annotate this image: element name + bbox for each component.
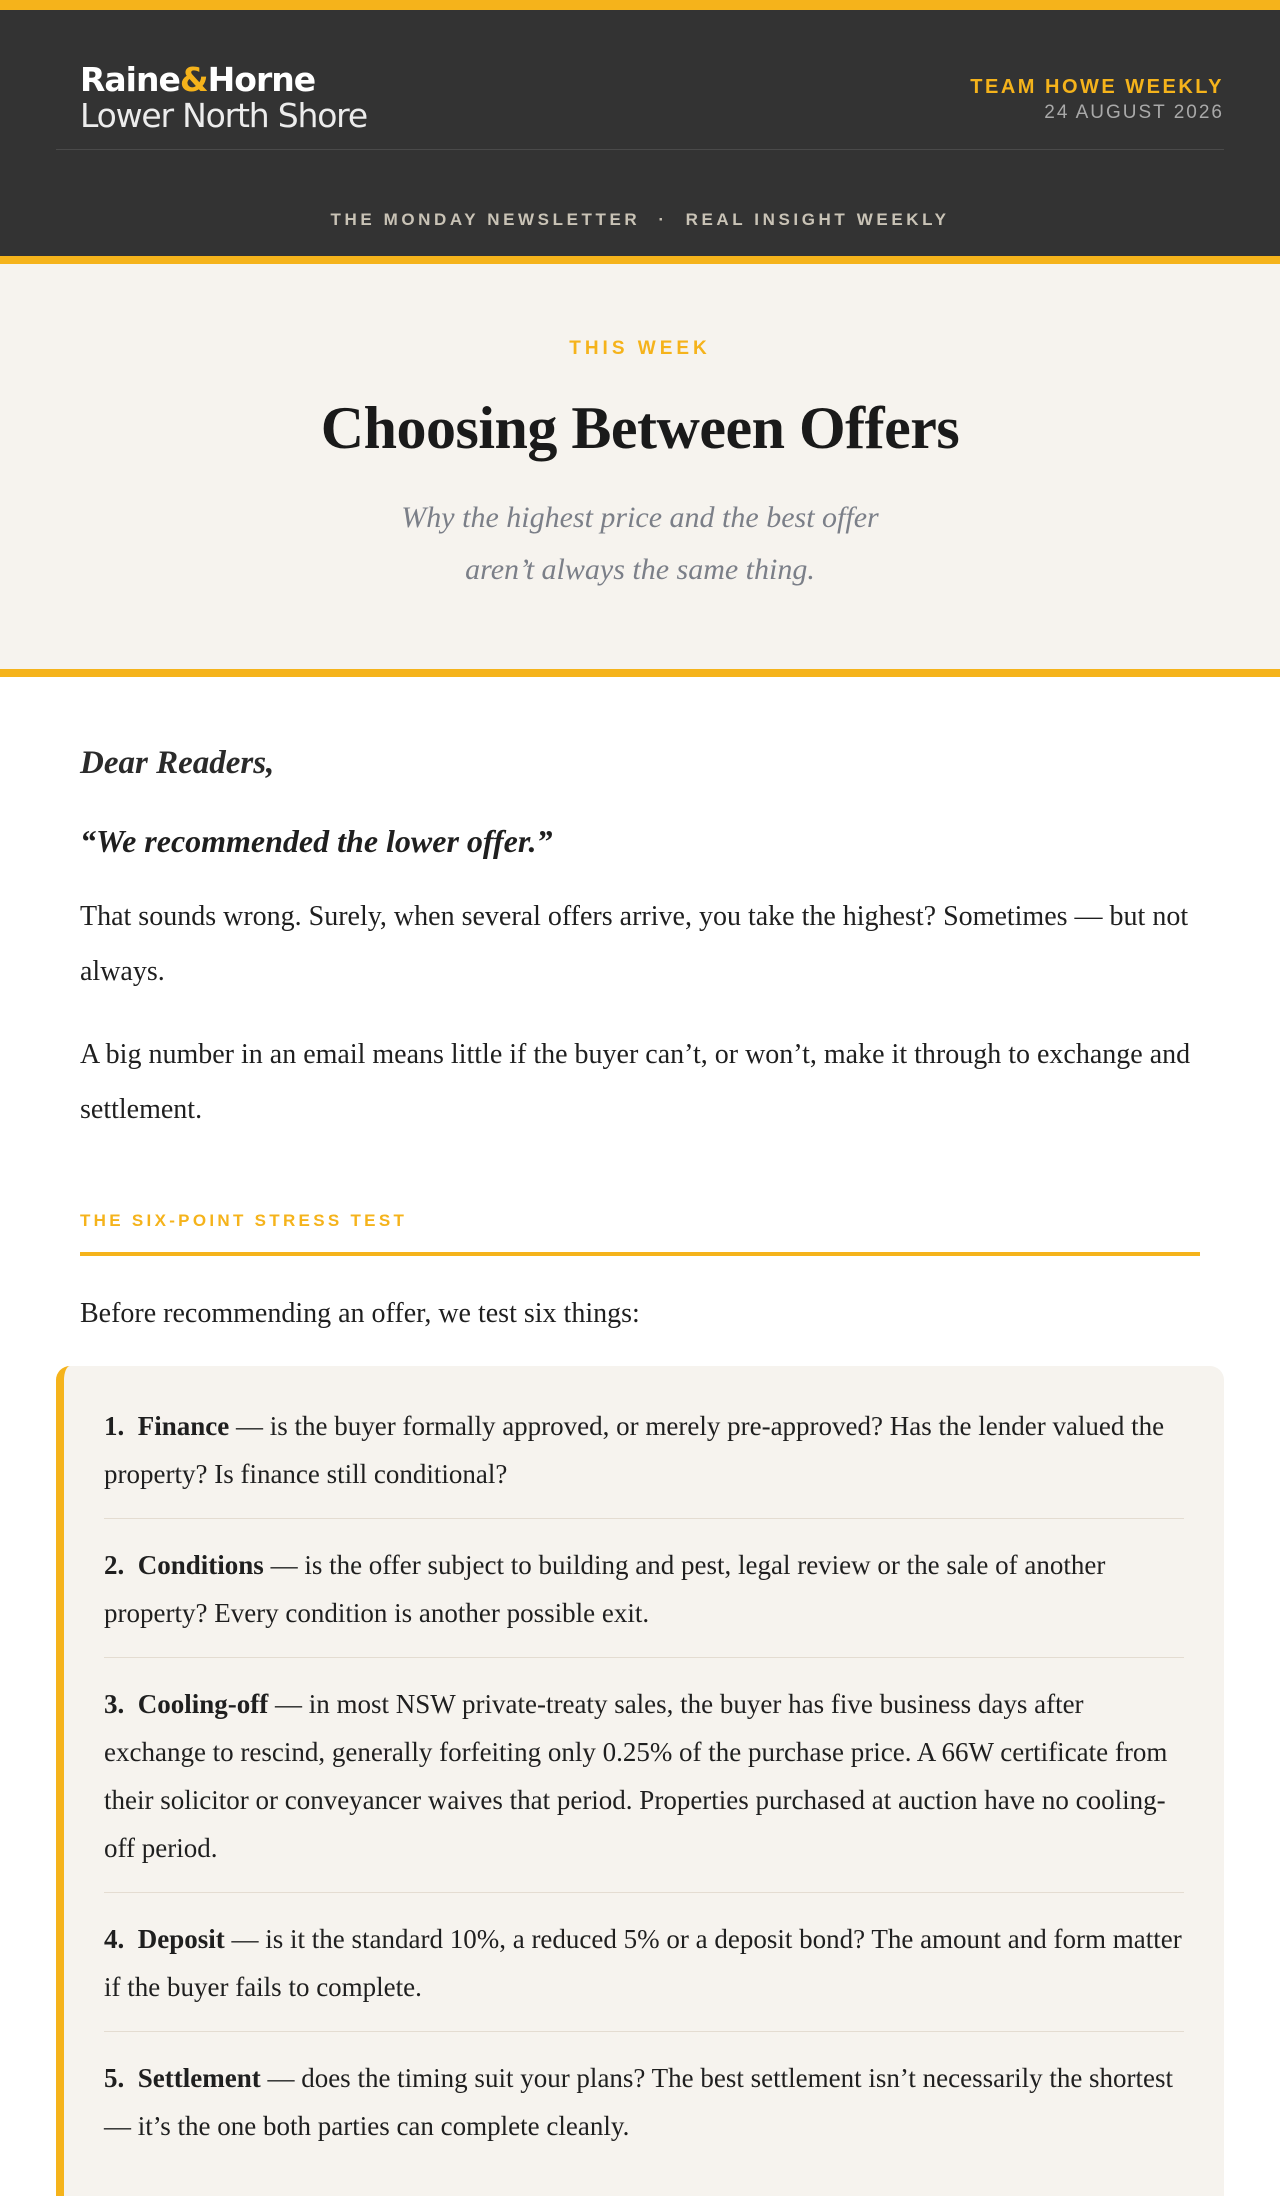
logo-ampersand: &: [179, 60, 208, 99]
item-text: — is the buyer formally approved, or merely pre-approved? Has the lender valued the property? Is finance still conditional?: [104, 1411, 1165, 1489]
tagline-separator: ·: [658, 210, 668, 229]
item-number: 5.: [104, 2063, 125, 2093]
item-text: — is the offer subject to building and pest, legal review or the sale of another property? Every condition is another possible exit.: [104, 1550, 1106, 1628]
item-number: 3.: [104, 1689, 125, 1719]
item-term: Cooling-off: [137, 1689, 269, 1719]
header-brand-row: [56, 10, 1224, 150]
newsletter-tagline: [0, 210, 1280, 230]
section-intro: Before recommending an offer, we test six things:: [80, 1298, 640, 1329]
top-accent-stripe: [0, 0, 1280, 10]
logo-part2: Horne: [207, 60, 316, 99]
page-title: Choosing Between Offers: [320, 395, 960, 461]
hero-subtitle: [0, 492, 1280, 596]
issue-date: 24 AUGUST 2026: [1044, 102, 1224, 123]
pull-quote: “We recommended the lower offer.”: [80, 823, 553, 859]
article-body: [0, 743, 1280, 1334]
newsletter-header: [0, 10, 1280, 256]
item-text: — does the timing suit your plans? The best settlement isn’t necessarily the shortest — it’s the one both parties can complete cleanly.: [104, 2063, 1174, 2141]
list-item: [104, 1680, 1184, 1893]
item-number: 1.: [104, 1411, 125, 1441]
hero-divider-bar: [0, 669, 1280, 677]
item-term: Settlement: [137, 2063, 261, 2093]
team-name: TEAM HOWE WEEKLY: [970, 76, 1224, 98]
team-info: [970, 74, 1224, 126]
logo-wordmark: [80, 62, 367, 98]
tagline-left: THE MONDAY NEWSLETTER: [330, 210, 641, 229]
stress-test-list: [56, 1366, 1224, 2196]
tagline-right: REAL INSIGHT WEEKLY: [685, 210, 950, 229]
hero-kicker: THIS WEEK: [569, 338, 711, 359]
body-paragraph-2: A big number in an email means little if the buyer can’t, or won’t, make it through to exchange and settlement.: [80, 1039, 1191, 1125]
list-item: [104, 2054, 1184, 2170]
brand-logo[interactable]: [80, 62, 367, 134]
item-text: — is it the standard 10%, a reduced 5% or a deposit bond? The amount and form matter if the buyer fails to complete.: [104, 1924, 1182, 2002]
item-text: — in most NSW private-treaty sales, the buyer has five business days after exchange to rescind, generally forfeiting only 0.25% of the purchase price. A 66W certificate from their solicitor or conveyancer waives that period. Properties purchased at auction have no cooling-off period.: [104, 1689, 1168, 1863]
section-heading: THE SIX-POINT STRESS TEST: [80, 1211, 1200, 1256]
item-term: Deposit: [137, 1924, 225, 1954]
hero-subtitle-line2: aren’t always the same thing.: [465, 553, 815, 586]
item-term: Finance: [137, 1411, 230, 1441]
item-term: Conditions: [137, 1550, 264, 1580]
list-item: [104, 1915, 1184, 2032]
item-number: 4.: [104, 1924, 125, 1954]
hero-section: [0, 264, 1280, 669]
logo-part1: Raine: [80, 60, 180, 99]
list-item: [104, 1402, 1184, 1519]
list-item: [104, 1541, 1184, 1658]
body-paragraph-1: That sounds wrong. Surely, when several offers arrive, you take the highest? Sometimes — but not always.: [80, 901, 1189, 987]
item-number: 2.: [104, 1550, 125, 1580]
hero-subtitle-line1: Why the highest price and the best offer: [401, 501, 879, 534]
greeting: Dear Readers,: [80, 745, 275, 781]
header-divider-bar: [0, 256, 1280, 264]
logo-office-name: Lower North Shore: [80, 96, 367, 135]
